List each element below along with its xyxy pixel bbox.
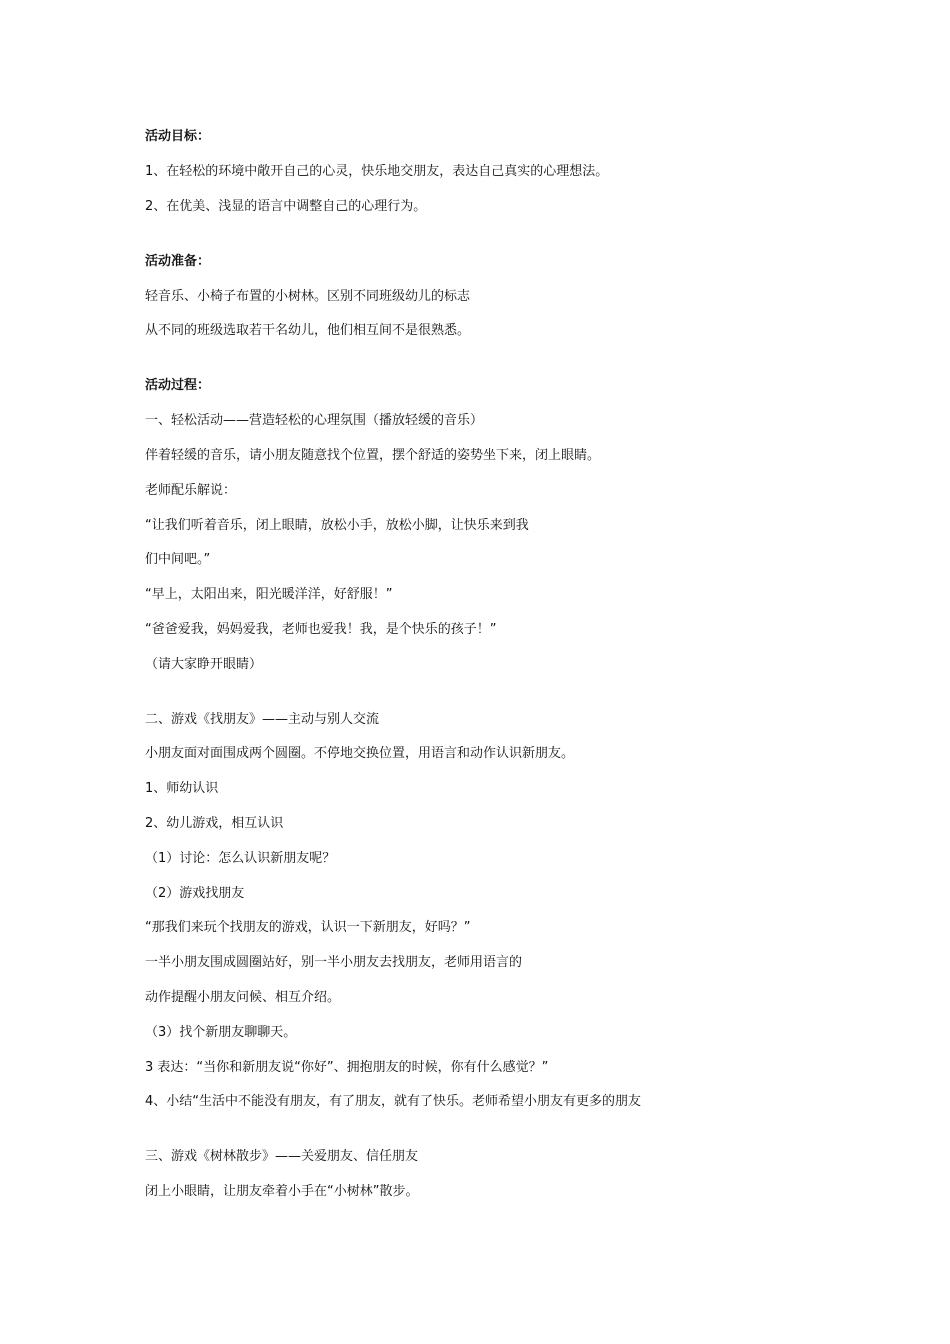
process-part3-line: 三、游戏《树林散步》——关爱朋友、信任朋友: [145, 1149, 419, 1164]
process-part1-line: “爸爸爱我，妈妈爱我，老师也爱我！我，是个快乐的孩子！”: [145, 622, 497, 637]
preparation-heading: 活动准备：: [145, 254, 211, 269]
goal-item: 1、在轻松的环境中敞开自己的心灵，快乐地交朋友，表达自己真实的心理想法。: [145, 164, 609, 179]
process-part2-line: 一半小朋友围成圆圈站好，别一半小朋友去找朋友，老师用语言的: [145, 955, 523, 970]
goal-item: 2、在优美、浅显的语言中调整自己的心理行为。: [145, 199, 427, 214]
process-part1-line: 伴着轻缓的音乐，请小朋友随意找个位置，摆个舒适的姿势坐下来，闭上眼睛。: [145, 448, 601, 463]
process-part1-line: “早上，太阳出来，阳光暖洋洋，好舒服！”: [145, 587, 393, 602]
process-part1-line: 老师配乐解说：: [145, 483, 237, 498]
process-part2-line: 2、幼儿游戏，相互认识: [145, 816, 284, 831]
preparation-item: 轻音乐、小椅子布置的小树林。区别不同班级幼儿的标志: [145, 289, 471, 304]
goals-heading: 活动目标：: [145, 129, 211, 144]
process-part2-line: 1、师幼认识: [145, 781, 219, 796]
process-heading: 活动过程：: [145, 378, 211, 393]
preparation-item: 从不同的班级选取若干名幼儿，他们相互间不是很熟悉。: [145, 323, 471, 338]
process-part1-line: 一、轻松活动——营造轻松的心理氛围（播放轻缓的音乐）: [145, 413, 484, 428]
process-part2-line: 4、小结“生活中不能没有朋友，有了朋友，就有了快乐。老师希望小朋友有更多的朋友: [145, 1094, 642, 1109]
process-part2-line: “那我们来玩个找朋友的游戏，认识一下新朋友，好吗？”: [145, 920, 471, 935]
process-part1-line: 们中间吧。”: [145, 552, 211, 567]
process-part2-line: （2）游戏找朋友: [145, 886, 245, 901]
process-part3-line: 闭上小眼睛，让朋友牵着小手在“小树林”散步。: [145, 1184, 419, 1199]
process-part2-line: 动作提醒小朋友问候、相互介绍。: [145, 990, 341, 1005]
process-part1-line: （请大家睁开眼睛）: [145, 657, 263, 672]
process-part2-line: （3）找个新朋友聊聊天。: [145, 1025, 297, 1040]
process-part2-line: 3 表达：“当你和新朋友说“你好”、拥抱朋友的时候，你有什么感觉？”: [145, 1060, 549, 1075]
process-part1-line: “让我们听着音乐，闭上眼睛，放松小手，放松小脚，让快乐来到我: [145, 518, 529, 533]
process-part2-line: 二、游戏《找朋友》——主动与别人交流: [145, 712, 380, 727]
process-part2-line: 小朋友面对面围成两个圆圈。不停地交换位置，用语言和动作认识新朋友。: [145, 746, 575, 761]
process-part2-line: （1）讨论：怎么认识新朋友呢？: [145, 851, 336, 866]
